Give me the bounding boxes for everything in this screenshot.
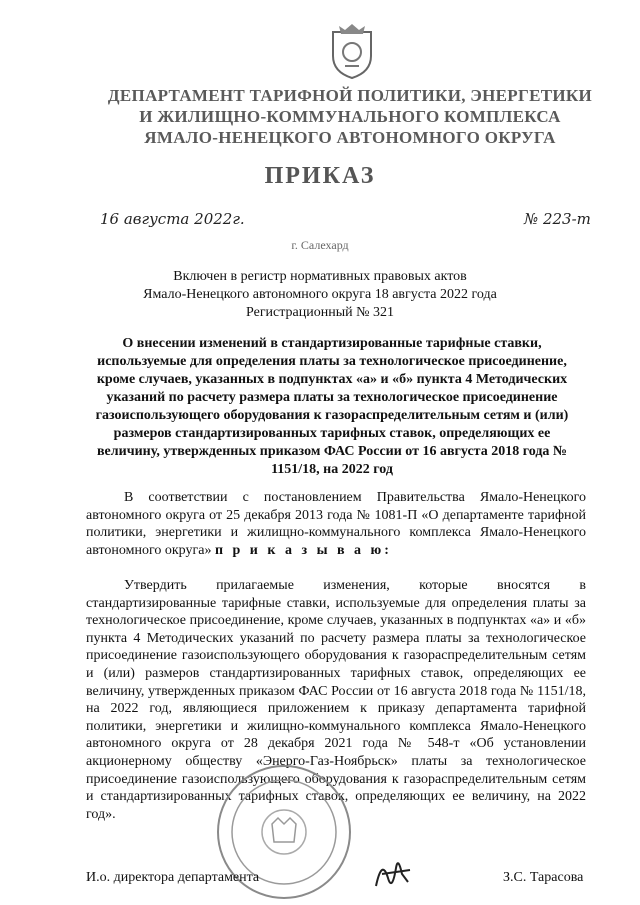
signatory-position: И.о. директора департамента bbox=[86, 870, 260, 885]
department-name-line: И ЖИЛИЩНО-КОММУНАЛЬНОГО КОМПЛЕКСА bbox=[139, 107, 561, 126]
document-date: 16 августа 2022г. bbox=[100, 210, 245, 228]
registration-line: Ямало-Ненецкого автономного округа 18 августа 2022 года bbox=[143, 287, 497, 302]
document-title: О внесении изменений в стандартизированные тарифные ставки, используемые для определения платы за технологическое присоединение, кроме случаев, указанных в подпунктах «а» и «б» пункта 4 Методических указаний по расчету размера платы за технологическое присоединение газоиспользующего оборудования к газораспределительным сетям и (или) размеров стандартизированных тарифных ставок, определяющих ее величину, утвержденных приказом ФАС России от 16 августа 2018 года № 1151/18, на 2022 год bbox=[95, 336, 569, 477]
document-type: ПРИКАЗ bbox=[264, 163, 376, 189]
department-name-line: ЯМАЛО-НЕНЕЦКОГО АВТОНОМНОГО ОКРУГА bbox=[144, 128, 556, 147]
signatory-name: З.С. Тарасова bbox=[503, 870, 584, 885]
department-name-line: ДЕПАРТАМЕНТ ТАРИФНОЙ ПОЛИТИКИ, ЭНЕРГЕТИКИ bbox=[107, 86, 593, 105]
coat-of-arms-icon bbox=[327, 22, 377, 80]
command-word: п р и к а з ы в а ю: bbox=[214, 542, 392, 558]
registration-line: Включен в регистр нормативных правовых актов bbox=[173, 269, 467, 284]
resolution-paragraph: Утвердить прилагаемые изменения, которые вносятся в стандартизированные тарифные ставки, используемые для определения платы за технологическое присоединение, кроме случаев, указанных в подпунктах «а» и «б» пункта 4 Методических указаний по расчету размера платы за технологическое присоединение газоиспользующего оборудования к газораспределительным сетям и (или) размеров стандартизированных тарифных ставок, определяющих ее величину, утвержденных приказом ФАС России от 16 августа 2018 года № 1151/18, на 2022 год, являющиеся приложением к приказу департамента тарифной политики, энергетики и жилищно-коммунального комплекса Ямало-Ненецкого автономного округа от 28 декабря 2021 года № 548-т «Об установлении акционерному обществу «Энерго-Газ-Ноябрьск» платы за технологическое присоединение газоиспользующего оборудования к газораспределительным сетям и стандартизированных тарифных ставок, определяющих ее величину, на 2022 год». bbox=[86, 578, 586, 822]
preamble-paragraph bbox=[86, 489, 586, 559]
preamble-text: В соответствии с постановлением Правительства Ямало-Ненецкого автономного округа от 25 декабря 2013 года № 1081-П «О департаменте тарифной политики, энергетики и жилищно-коммунального комплекса Ямало-Ненецкого автономного округа» bbox=[86, 490, 586, 558]
registration-number: Регистрационный № 321 bbox=[246, 305, 394, 320]
document-number: № 223-т bbox=[524, 210, 591, 228]
document-city: г. Салехард bbox=[291, 238, 349, 252]
handwritten-signature-icon bbox=[368, 848, 418, 898]
